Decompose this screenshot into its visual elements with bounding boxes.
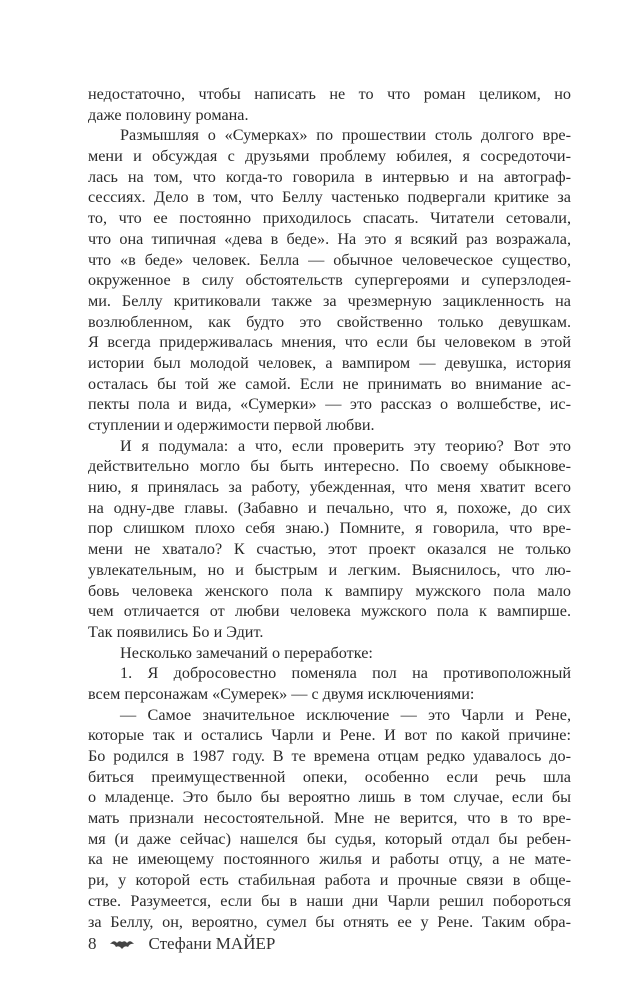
page-footer (88, 934, 275, 954)
text-line: Так появились Бо и Эдит. (88, 622, 264, 641)
text-line: истории был молодой человек, а вампиром — девушка, история (88, 353, 571, 372)
text-line: мени не хватало? К счастью, этот проект оказался не только (88, 540, 571, 559)
text-line: пекты пола и вида, «Сумерки» — это рассказ о волшебстве, ис- (88, 395, 571, 414)
text-line: пор слишком плохо себя знаю.) Помните, я говорила, что вре- (88, 519, 571, 538)
text-line: за Беллу, он, вероятно, сумел бы отнять ее у Рене. Таким обра- (88, 912, 571, 931)
text-line: 1. Я добросовестно поменяла пол на противоположный (120, 664, 571, 683)
text-line: нию, я принялась за работу, убежденная, что меня хватит всего (88, 478, 571, 497)
text-line: — Самое значительное исключение — это Чарли и Рене, (120, 705, 571, 724)
text-line: сессиях. Дело в том, что Беллу частенько подвергали критике за (88, 188, 571, 207)
text-line: возлюбленном, как будто это свойственно только девушкам. (88, 312, 571, 331)
text-line: мени и обсуждая с друзьями проблему юбилея, я сосредоточи- (88, 147, 571, 166)
text-line: чем отличается от любви человека мужского пола к вампирше. (88, 602, 571, 621)
text-line: стве. Разумеется, если бы в наши дни Чарли решил побороться (88, 891, 571, 910)
text-line: ка не имеющему постоянного жилья и работы отцу, а не мате- (88, 850, 571, 869)
text-line: действительно могло бы быть интересно. По своему обыкнове- (88, 457, 571, 476)
text-line: которые так и остались Чарли и Рене. И вот по какой причине: (88, 726, 571, 745)
text-line: Бо родился в 1987 году. В те времена отцам редко удавалось до- (88, 747, 571, 765)
text-line: И я подумала: а что, если проверить эту теорию? Вот это (120, 436, 571, 455)
text-line: Несколько замечаний о переработке: (120, 643, 373, 662)
text-line: мать признали несостоятельной. Мне не верится, что в то вре- (88, 809, 571, 828)
text-line: что она типичная «дева в беде». На это я всякий раз возражала, (88, 229, 571, 248)
text-line: на одну-две главы. (Забавно и печально, что я, похоже, до сих (88, 498, 571, 517)
bat-ornament-icon (109, 937, 135, 951)
text-line: ступлении и одержимости первой любви. (88, 416, 375, 434)
text-line: лась на том, что когда-то говорила в интервью и на автограф- (88, 167, 571, 186)
text-line: Размышляя о «Сумерках» по прошествии столь долгого вре- (120, 126, 571, 145)
text-line: ми. Беллу критиковали также за чрезмерную зацикленность на (88, 291, 571, 310)
text-line: недостаточно, чтобы написать не то что роман целиком, но (88, 85, 571, 103)
body-text (88, 84, 571, 932)
text-line: то, что ее постоянно приходилось спасать. Читатели сетовали, (88, 209, 571, 228)
text-line: всем персонажам «Сумерек» — с двумя исключениями: (88, 684, 475, 703)
text-line: даже половину романа. (88, 105, 249, 124)
text-line: увлекательным, но и быстрым и легким. Выяснилось, что лю- (88, 560, 571, 579)
text-line: мя (и даже сейчас) нашелся бы судья, который отдал бы ребен- (88, 829, 571, 848)
text-line: что «в беде» человек. Белла — обычное человеческое существо, (88, 250, 571, 269)
text-line: осталась бы той же самой. Если не принимать во внимание ас- (88, 374, 571, 393)
text-line: бовь человека женского пола к вампиру мужского пола мало (88, 581, 571, 600)
page-number: 8 (88, 934, 97, 953)
text-line: о младенце. Это было бы вероятно лишь в том случае, если бы (88, 788, 571, 807)
running-author: Стефани МАЙЕР (148, 934, 276, 953)
text-line: биться преимущественной опеки, особенно если речь шла (88, 767, 571, 786)
text-line: Я всегда придерживалась мнения, что если бы человеком в этой (88, 333, 571, 352)
text-line: ри, у которой есть стабильная работа и прочные связи в обще- (88, 871, 571, 890)
text-line: окруженное в силу обстоятельств супергероями и суперзлодея- (88, 271, 571, 290)
